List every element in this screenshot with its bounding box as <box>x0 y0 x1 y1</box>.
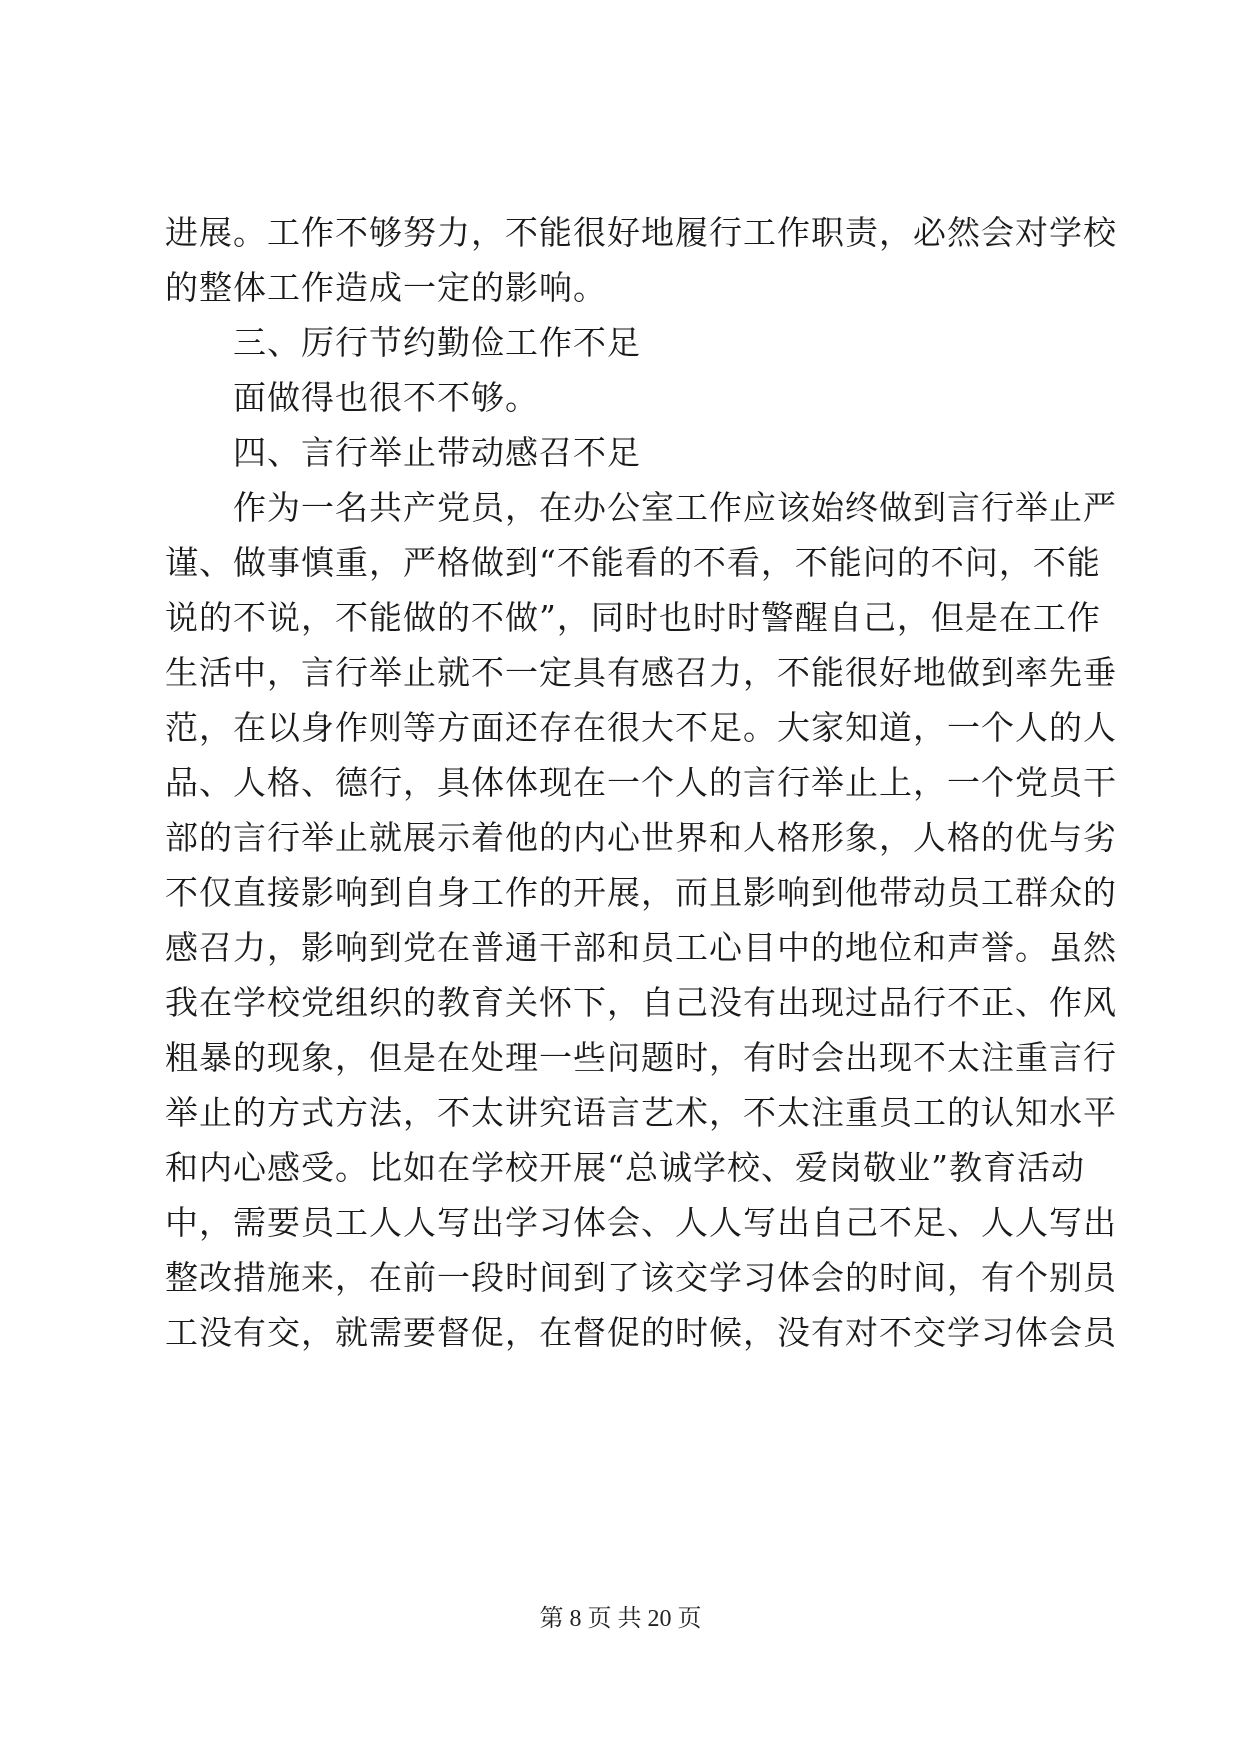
text-line: 范，在以身作则等方面还存在很大不足。大家知道，一个人的人 <box>165 708 1117 747</box>
text-line: 不仅直接影响到自身工作的开展，而且影响到他带动员工群众的 <box>165 873 1117 912</box>
text-line: 面做得也很不不够。 <box>233 378 539 417</box>
text-line: 我在学校党组织的教育关怀下，自己没有出现过品行不正、作风 <box>165 983 1117 1022</box>
section-heading: 四、言行举止带动感召不足 <box>233 433 641 472</box>
text-line: 工没有交，就需要督促，在督促的时候，没有对不交学习体会员 <box>165 1313 1117 1352</box>
section-heading: 三、厉行节约勤俭工作不足 <box>233 323 641 362</box>
text-line: 粗暴的现象，但是在处理一些问题时，有时会出现不太注重言行 <box>165 1038 1117 1077</box>
text-line: 的整体工作造成一定的影响。 <box>165 268 607 307</box>
text-line: 感召力，影响到党在普通干部和员工心目中的地位和声誉。虽然 <box>165 928 1117 967</box>
text-line: 整改措施来，在前一段时间到了该交学习体会的时间，有个别员 <box>165 1258 1117 1297</box>
text-line: 举止的方式方法，不太讲究语言艺术，不太注重员工的认知水平 <box>165 1093 1117 1132</box>
text-line: 进展。工作不够努力，不能很好地履行工作职责，必然会对学校 <box>165 213 1117 252</box>
text-line: 谨、做事慎重，严格做到“不能看的不看，不能问的不问，不能 <box>165 543 1101 582</box>
text-line: 品、人格、德行，具体体现在一个人的言行举止上，一个党员干 <box>165 763 1117 802</box>
text-line: 和内心感受。比如在学校开展“总诚学校、爱岗敬业”教育活动 <box>165 1148 1085 1187</box>
text-line: 部的言行举止就展示着他的内心世界和人格形象，人格的优与劣 <box>165 818 1117 857</box>
page-number-footer: 第 8 页 共 20 页 <box>539 1606 702 1632</box>
text-line: 作为一名共产党员，在办公室工作应该始终做到言行举止严 <box>233 488 1117 527</box>
text-line: 说的不说，不能做的不做”，同时也时时警醒自己，但是在工作 <box>165 598 1101 637</box>
text-line: 中，需要员工人人写出学习体会、人人写出自己不足、人人写出 <box>165 1203 1117 1242</box>
text-line: 生活中，言行举止就不一定具有感召力，不能很好地做到率先垂 <box>165 653 1117 692</box>
